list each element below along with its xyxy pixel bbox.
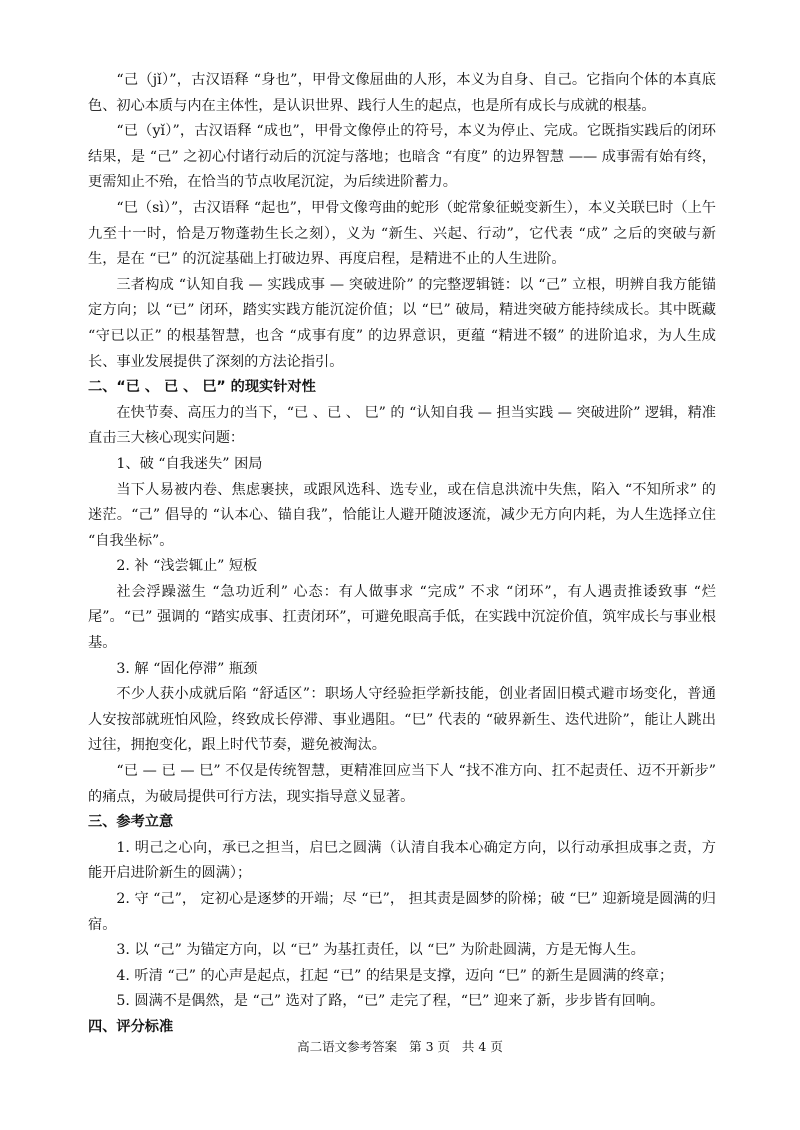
paragraph-intro-problems: 在快节奏、高压力的当下，“已 、已 、 巳” 的 “认知自我 — 担当实践 — 突破进阶” 逻辑，精准直击三大核心现实问题： [88, 404, 716, 447]
footer-page-number: 第 3 页 [409, 1039, 450, 1054]
subheading-problem-1: 1、破 “自我迷失” 困局 [116, 455, 263, 472]
paragraph-yi-complete: “已（yǐ）”，古汉语释 “成也”，甲骨文像停止的符号，本义为停止、完成。它既指实践后的闭环结果，是 “己” 之初心付诸行动后的沉淀与落地；也暗含 “有度” 的边界智慧 —— 成事需有始有终，更需知止不殆，在恰当的节点收尾沉淀，为后续进阶蓄力。 [88, 123, 716, 191]
paragraph-logic-chain: 三者构成 “认知自我 — 实践成事 — 突破进阶” 的完整逻辑链：以 “己” 立根，明辨自我方能锚定方向；以 “已” 闭环，踏实实践方能沉淀价值；以 “巳” 破局，精进突破方能持续成长。其中既藏 “守已以正” 的根基智慧，也含 “成事有度” 的边界意识，更蕴 “精进不辍” 的进阶追求，为人生成长、事业发展提供了深刻的方法论指引。 [88, 276, 716, 370]
page-footer [0, 1039, 800, 1055]
footer-course-title: 高二语文参考答案 [297, 1039, 398, 1054]
section-heading-scoring: 四、评分标准 [88, 1018, 174, 1035]
paragraph-problem-3: 不少人获小成就后陷 “舒适区”：职场人守经验拒学新技能，创业者固旧模式避市场变化，普通人安按部就班怕风险，终致成长停滞、事业遇阻。“巳” 代表的 “破界新生、迭代进阶”，能让人跳出过往，拥抱变化，跟上时代节奏，避免被淘汰。 [88, 686, 716, 754]
paragraph-problem-2: 社会浮躁滋生 “急功近利” 心态：有人做事求 “完成” 不求 “闭环”，有人遇责推诿致事 “烂尾”。“已” 强调的 “踏实成事、扛责闭环”，可避免眼高手低，在实践中沉淀价值，筑牢成长与事业根基。 [88, 583, 716, 652]
subheading-problem-3: 3. 解 “固化停滞” 瓶颈 [116, 660, 258, 677]
theme-item-1: 1. 明己之心向，承已之担当，启巳之圆满（认清自我本心确定方向，以行动承担成事之责，方能开启进阶新生的圆满）； [88, 839, 716, 882]
section-heading-themes: 三、参考立意 [88, 814, 174, 831]
paragraph-si-rise: “巳（sì）”，古汉语释 “起也”，甲骨文像弯曲的蛇形（蛇常象征蜕变新生），本义关联巳时（上午九至十一时，恰是万物蓬勃生长之刻），义为 “新生、兴起、行动”，它代表 “成” 之后的突破与新生，是在 “已” 的沉淀基础上打破边界、再度启程，是精进不止的人生进阶。 [88, 199, 716, 268]
subheading-problem-2: 2. 补 “浅尝辄止” 短板 [116, 558, 258, 575]
section-heading-relevance: 二、“已 、 已 、 巳” 的现实针对性 [88, 379, 316, 396]
document-body [88, 68, 716, 1041]
paragraph-ji-self: “己（jǐ）”，古汉语释 “身也”，甲骨文像屈曲的人形，本义为自身、自己。它指向个体的本真底色、初心本质与内在主体性，是认识世界、践行人生的起点，也是所有成长与成就的根基。 [88, 72, 716, 114]
paragraph-problem-1: 当下人易被内卷、焦虑裹挟，或跟风选科、选专业，或在信息洪流中失焦，陷入 “不知所求” 的迷茫。“己” 倡导的 “认本心、锚自我”，恰能让人避开随波逐流，减少无方向内耗，为人生选择立住 “自我坐标”。 [88, 481, 716, 549]
footer-total-pages: 共 4 页 [461, 1039, 503, 1054]
theme-item-2: 2. 守 “己”， 定初心是逐梦的开端；尽 “已”， 担其责是圆梦的阶梯；破 “巳” 迎新境是圆满的归宿。 [88, 891, 716, 933]
theme-item-4: 4. 听清 “己” 的心声是起点，扛起 “已” 的结果是支撑，迈向 “巳” 的新生是圆满的终章； [116, 967, 674, 984]
paragraph-relevance-summary: “已 — 已 — 巳” 不仅是传统智慧，更精准回应当下人 “找不准方向、扛不起责任、迈不开新步” 的痛点，为破局提供可行方法，现实指导意义显著。 [88, 763, 716, 805]
theme-item-5: 5. 圆满不是偶然，是 “己” 选对了路，“已” 走完了程，“巳” 迎来了新，步步皆有回响。 [116, 993, 665, 1010]
theme-item-3: 3. 以 “己” 为锚定方向，以 “已” 为基扛责任，以 “巳” 为阶赴圆满，方是无悔人生。 [116, 942, 645, 959]
